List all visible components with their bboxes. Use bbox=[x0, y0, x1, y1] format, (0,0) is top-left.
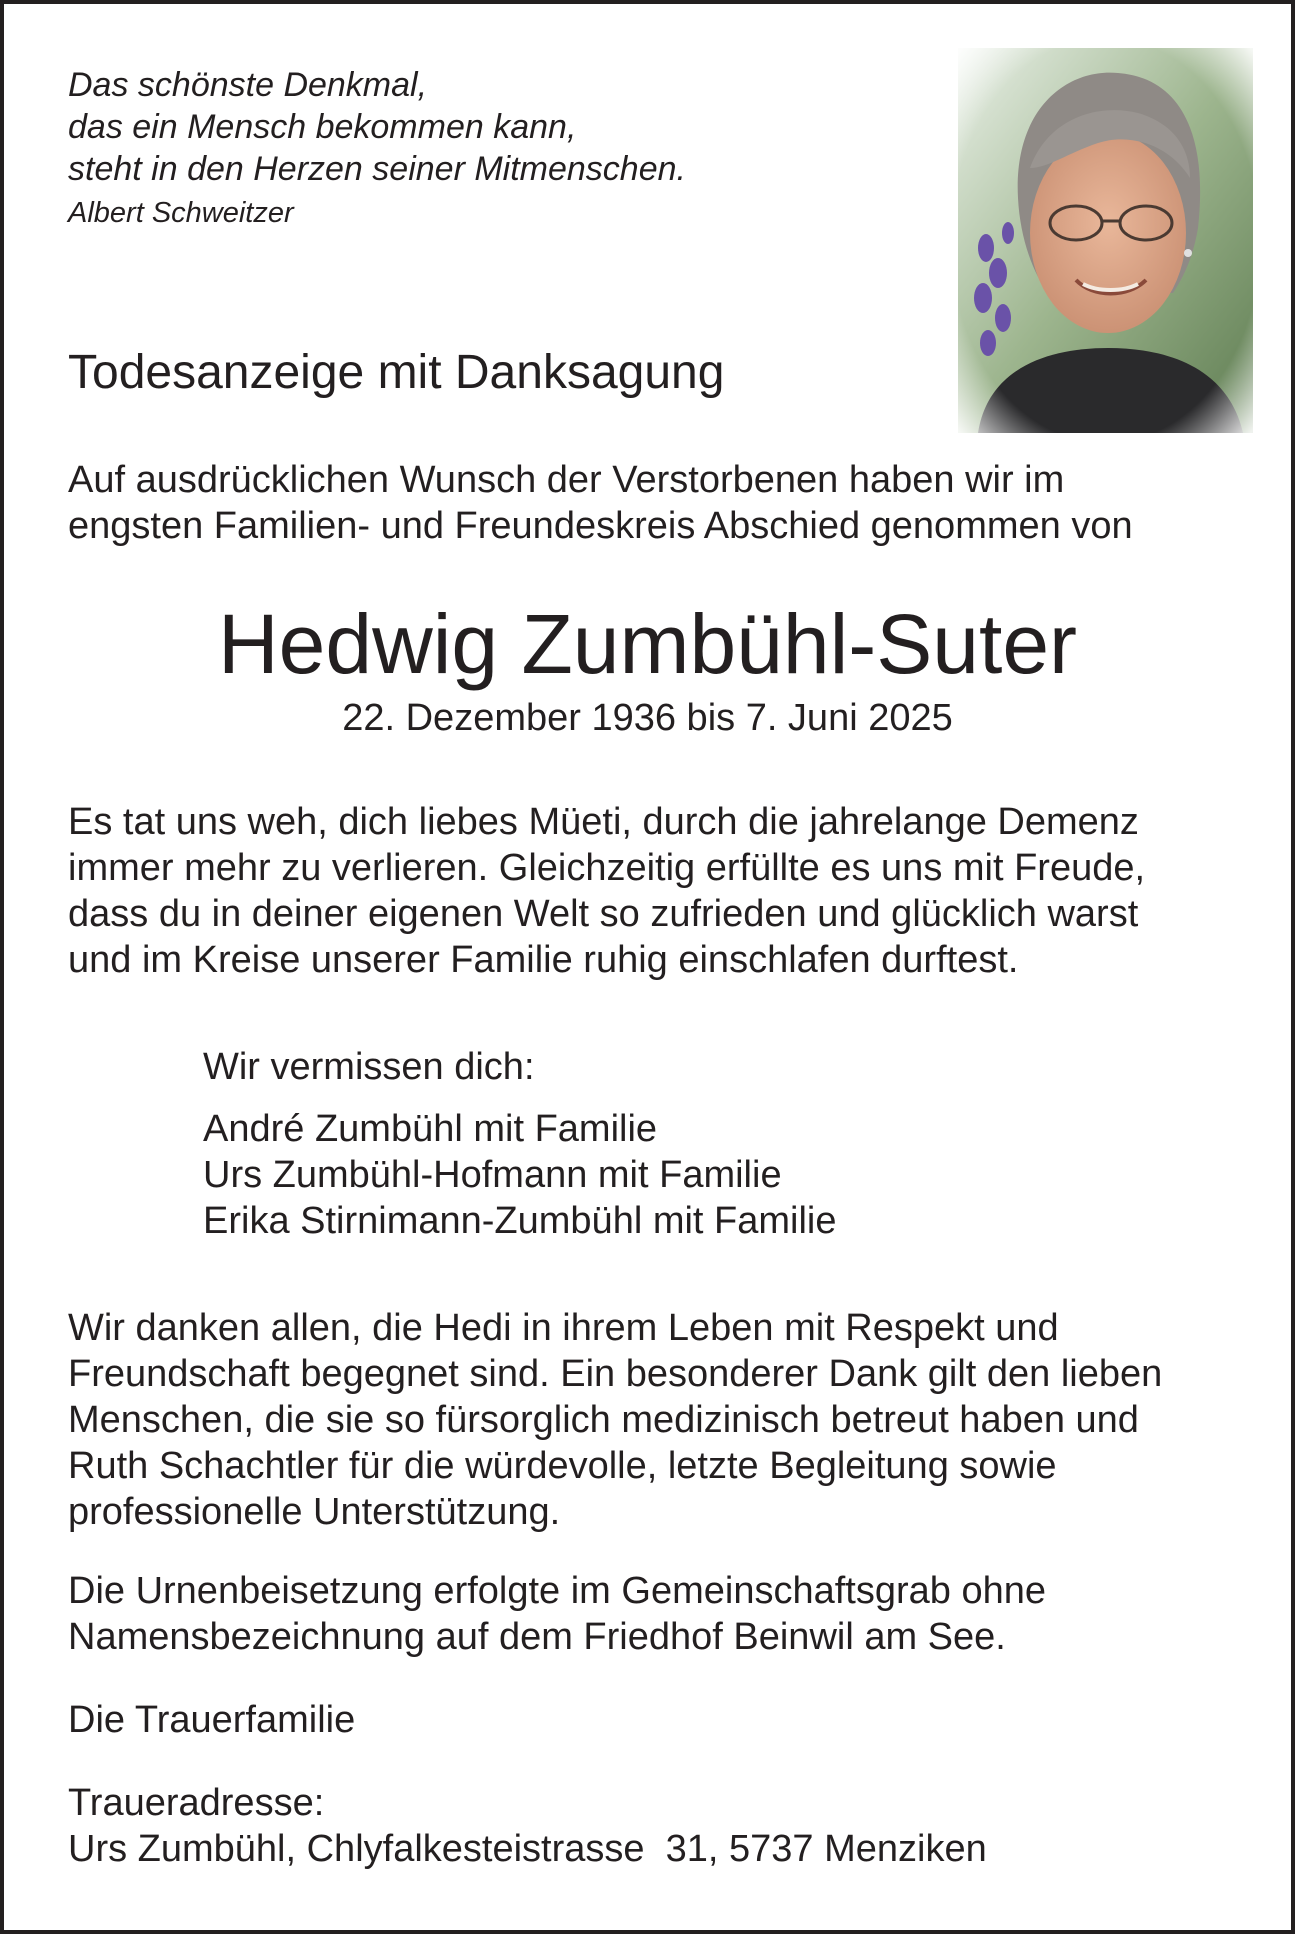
tribute-paragraph bbox=[68, 799, 1145, 983]
thanks-line: Ruth Schachtler für die würdevolle, letzte Begleitung sowie bbox=[68, 1445, 1057, 1487]
quote-line: das ein Mensch bekommen kann, bbox=[68, 108, 577, 146]
burial-line: Namensbezeichnung auf dem Friedhof Beinwil am See. bbox=[68, 1616, 1006, 1658]
address-line: Urs Zumbühl, Chlyfalkesteistrasse 31, 5737 Menziken bbox=[68, 1828, 987, 1870]
epigraph-quote bbox=[68, 64, 686, 190]
mourner-name: Urs Zumbühl-Hofmann mit Familie bbox=[203, 1154, 782, 1196]
mourner-name: André Zumbühl mit Familie bbox=[203, 1108, 658, 1150]
tribute-line: und im Kreise unserer Familie ruhig einschlafen durftest. bbox=[68, 939, 1019, 981]
mourners-label: Wir vermissen dich: bbox=[203, 1046, 535, 1088]
quote-line: Das schönste Denkmal, bbox=[68, 66, 428, 104]
tribute-line: dass du in deiner eigenen Welt so zufrieden und glücklich warst bbox=[68, 893, 1139, 935]
life-dates: 22. Dezember 1936 bis 7. Juni 2025 bbox=[342, 697, 953, 739]
mourning-address bbox=[68, 1780, 987, 1872]
tribute-line: immer mehr zu verlieren. Gleichzeitig erfüllte es uns mit Freude, bbox=[68, 847, 1146, 889]
mourners-list bbox=[203, 1106, 837, 1244]
notice-heading: Todesanzeige mit Danksagung bbox=[68, 346, 725, 399]
quote-line: steht in den Herzen seiner Mitmenschen. bbox=[68, 150, 686, 188]
thanks-line: professionelle Unterstützung. bbox=[68, 1491, 561, 1533]
signoff: Die Trauerfamilie bbox=[68, 1699, 356, 1741]
quote-author: Albert Schweitzer bbox=[68, 197, 294, 229]
thanks-paragraph bbox=[68, 1305, 1162, 1535]
thanks-line: Menschen, die sie so fürsorglich medizinisch betreut haben und bbox=[68, 1399, 1139, 1441]
thanks-line: Freundschaft begegnet sind. Ein besonderer Dank gilt den lieben bbox=[68, 1353, 1163, 1395]
intro-line: engsten Familien- und Freundeskreis Abschied genommen von bbox=[68, 505, 1133, 547]
burial-paragraph bbox=[68, 1568, 1046, 1660]
address-label: Traueradresse: bbox=[68, 1782, 325, 1824]
intro-paragraph bbox=[68, 457, 1133, 549]
intro-line: Auf ausdrücklichen Wunsch der Verstorbenen haben wir im bbox=[68, 459, 1065, 501]
tribute-line: Es tat uns weh, dich liebes Müeti, durch die jahrelange Demenz bbox=[68, 801, 1139, 843]
thanks-line: Wir danken allen, die Hedi in ihrem Leben mit Respekt und bbox=[68, 1307, 1059, 1349]
portrait-photo bbox=[958, 48, 1253, 433]
mourner-name: Erika Stirnimann-Zumbühl mit Familie bbox=[203, 1200, 837, 1242]
deceased-name: Hedwig Zumbühl-Suter bbox=[217, 597, 1078, 691]
burial-line: Die Urnenbeisetzung erfolgte im Gemeinschaftsgrab ohne bbox=[68, 1570, 1046, 1612]
